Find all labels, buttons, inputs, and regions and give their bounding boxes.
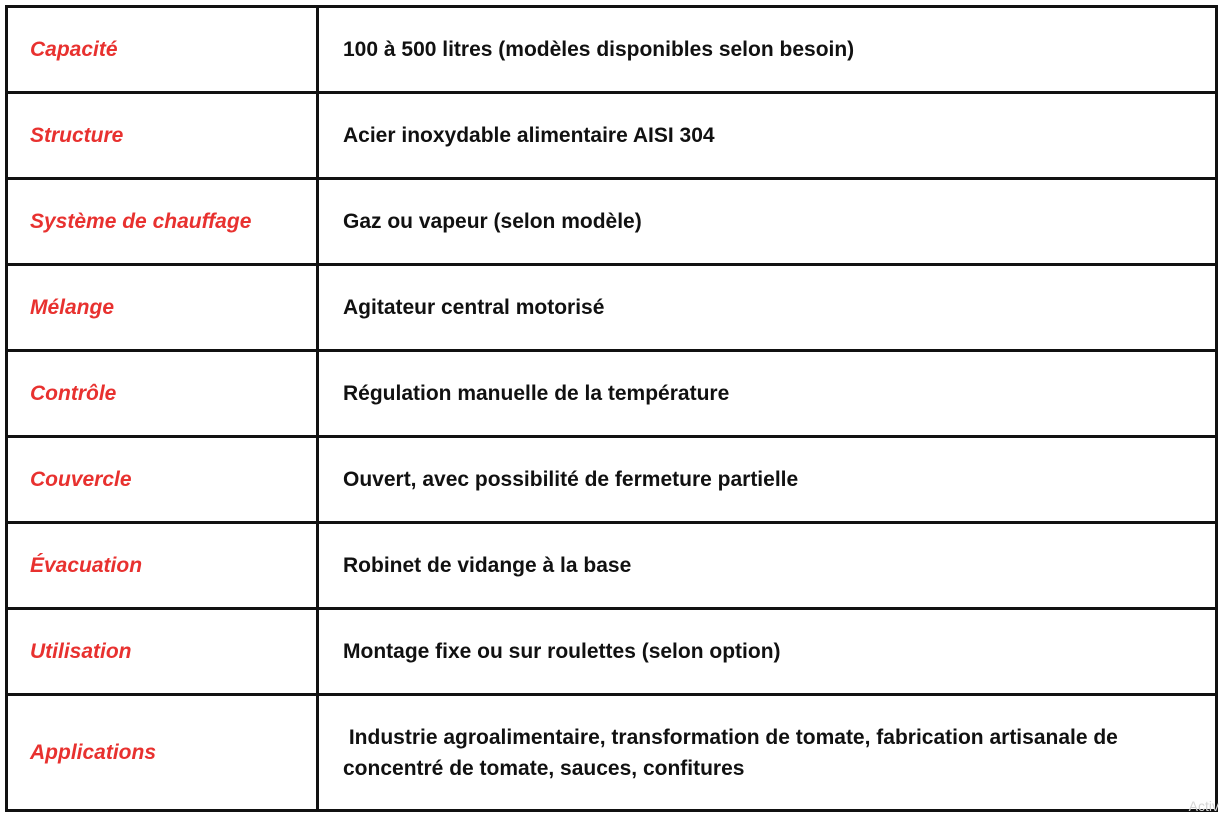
- spec-table: [5, 5, 1218, 812]
- table-row: [7, 265, 1217, 351]
- row-value: Agitateur central motorisé: [318, 265, 1217, 351]
- table-row: [7, 695, 1217, 811]
- row-value: Montage fixe ou sur roulettes (selon option): [318, 609, 1217, 695]
- watermark-text: Activ: [1188, 798, 1219, 814]
- row-value: Robinet de vidange à la base: [318, 523, 1217, 609]
- row-value: Régulation manuelle de la température: [318, 351, 1217, 437]
- row-value: 100 à 500 litres (modèles disponibles selon besoin): [318, 7, 1217, 93]
- row-label: Structure: [7, 93, 318, 179]
- row-value: Gaz ou vapeur (selon modèle): [318, 179, 1217, 265]
- table-row: [7, 179, 1217, 265]
- row-label: Mélange: [7, 265, 318, 351]
- row-value: Industrie agroalimentaire, transformation de tomate, fabrication artisanale de concentré de tomate, sauces, confitures: [318, 695, 1217, 811]
- table-row: [7, 523, 1217, 609]
- row-label: Contrôle: [7, 351, 318, 437]
- row-value: Ouvert, avec possibilité de fermeture partielle: [318, 437, 1217, 523]
- row-label: Utilisation: [7, 609, 318, 695]
- row-label: Applications: [7, 695, 318, 811]
- table-row: [7, 351, 1217, 437]
- table-row: [7, 7, 1217, 93]
- row-value: Acier inoxydable alimentaire AISI 304: [318, 93, 1217, 179]
- row-label: Évacuation: [7, 523, 318, 609]
- table-row: [7, 609, 1217, 695]
- table-row: [7, 437, 1217, 523]
- table-row: [7, 93, 1217, 179]
- row-label: Capacité: [7, 7, 318, 93]
- row-label: Couvercle: [7, 437, 318, 523]
- row-label: Système de chauffage: [7, 179, 318, 265]
